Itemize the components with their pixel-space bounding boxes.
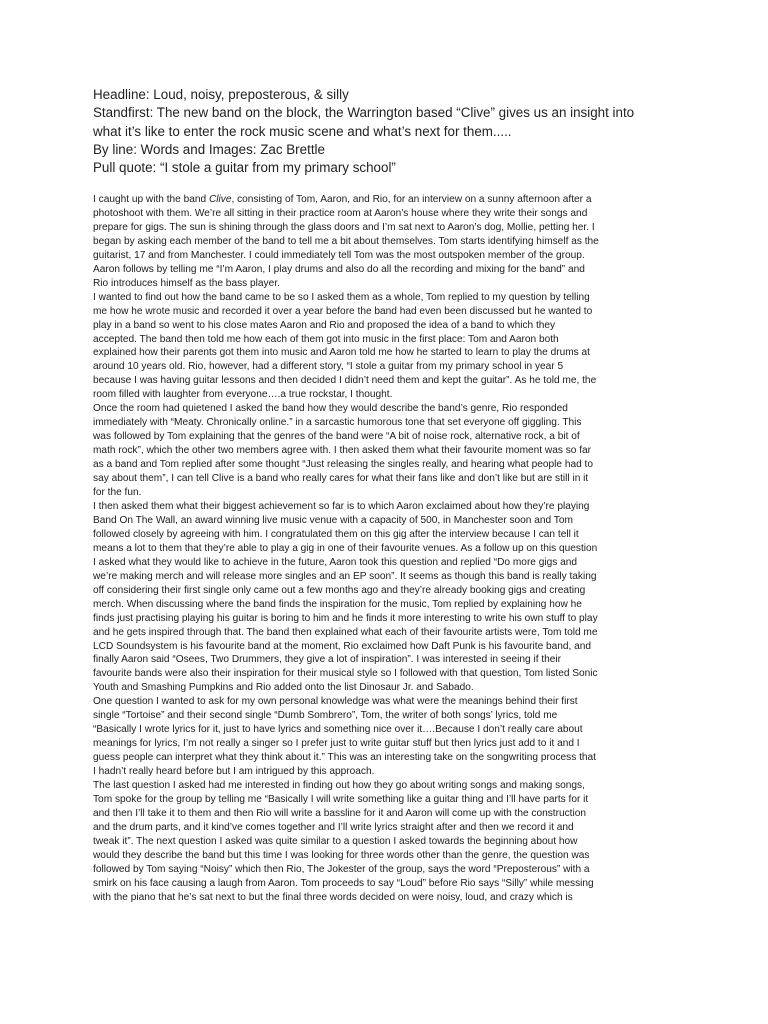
body-line: finally Aaron said “Osees, Two Drummers, they give a lot of inspiration”. I was interested in seeing if their (93, 654, 562, 666)
body-line: smirk on his face causing a laugh from Aaron. Tom proceeds to say “Loud” before Rio says “Silly” while messing (93, 877, 594, 889)
body-line: I asked what they would like to achieve in the future, Aaron took this question and replied “Do more gigs and (93, 556, 578, 568)
body-line: would they describe the band but this time I was looking for three words other than the genre, the question was (93, 849, 590, 861)
body-text-segment: , consisting of Tom, Aaron, and Rio, for an interview on a sunny afternoon after a (231, 194, 592, 205)
body-line: Rio introduces himself as the bass player. (93, 277, 280, 289)
body-line: means a lot to them that they’re able to play a gig in one of their favourite venues. As a follow up on this question (93, 542, 598, 554)
body-line: with the piano that he’s sat next to but the final three words decided on were noisy, loud, and crazy which is (93, 891, 573, 903)
headline: Headline: Loud, noisy, preposterous, & silly (93, 87, 349, 102)
body-line: photoshoot with them. We’re all sitting in their practice room at Aaron’s house where they write their songs and (93, 207, 588, 219)
body-line: meanings for lyrics, I’m not really a singer so I prefer just to write guitar stuff but then lyrics just add to it and I (93, 738, 580, 750)
body-line: room filled with laughter from everyone….a true rockstar, I thought. (93, 389, 393, 401)
body-line: followed by Tom saying “Noisy” which then Rio, The Jokester of the group, says the word “Preposterous” with a (93, 863, 590, 875)
body-line: and the drum parts, and it kind’ve comes together and I’ll write lyrics straight after and then we record it and (93, 821, 574, 833)
body-line: guitarist, 17 and from Manchester. I could immediately tell Tom was the most outspoken member of the group. (93, 249, 585, 261)
body-line: immediately with “Meaty. Chronically online.” in a sarcastic humorous tone that set everyone off giggling. This (93, 417, 582, 429)
body-line: followed closely by agreeing with him. I congratulated them on this gig after the interview because I can tell it (93, 528, 579, 540)
pull-quote: Pull quote: “I stole a guitar from my primary school” (93, 160, 396, 176)
body-line: as a band and Tom replied after some thought “Just releasing the singles really, and hearing what people had to (93, 459, 594, 471)
body-line: favourite bands were also their inspiration for their musical style so I followed with that question, Tom listed Sonic (93, 668, 598, 680)
body-line: The last question I asked had me interested in finding out how they go about writing songs and making songs, (93, 780, 585, 792)
body-line: Once the room had quietened I asked the band how they would describe the band’s genre, Rio responded (93, 403, 568, 415)
standfirst-line-2: what it’s like to enter the rock music scene and what’s next for them..... (93, 123, 512, 139)
band-name: Clive (208, 194, 232, 205)
body-line: and he gets inspired through that. The band then explained what each of their favourite artists were, Tom told me (93, 626, 598, 638)
body-line: for the fun. (93, 487, 142, 499)
body-line: explained how their parents got them into music and Aaron told me how he started to learn to play the drums at (93, 347, 590, 359)
body-line: math rock”, which the other two members agree with. I then asked them what their favourite moment was so far (93, 445, 592, 457)
body-line: off considering their first single only came out a few months ago and they’re already booking gigs and creating (93, 584, 586, 596)
body-line: prepare for gigs. The sun is shining through the glass doors and I’m sat next to Aaron’s dog, Mollie, petting her. I (93, 221, 595, 233)
body-line: guess people can interpret what they think about it.” This was an interesting take on the songwriting process that (93, 752, 596, 764)
body-line: because I was having guitar lessons and then decided I didn’t need them and kept the guitar”. As he told me, the (93, 375, 597, 387)
body-line: began by asking each member of the band to tell me a bit about themselves. Tom starts identifying himself as the (93, 235, 599, 247)
body-line: say about them”, I can tell Clive is a band who really cares for what their fans like and don’t like but are still in it (93, 473, 589, 485)
body-line: we’re making merch and will release more singles and an EP soon”. It seems as though this band is really taking (93, 570, 597, 582)
article-body (93, 193, 679, 905)
body-line: Tom spoke for the group by telling me “Basically I will write something like a guitar thing and I’ll have parts for it (93, 793, 589, 805)
body-line: finds just practising playing his guitar is boring to him and he finds it more interesting to write his own stuff to play (93, 612, 598, 624)
body-line: LCD Soundsystem is his favourite band at the moment, Rio exclaimed how Daft Punk is his favourite band, and (93, 640, 592, 652)
body-line: One question I wanted to ask for my own personal knowledge was what were the meanings behind their first (93, 696, 578, 708)
body-line: Aaron follows by telling me “I’m Aaron, I play drums and also do all the recording and mixing for the band” and (93, 263, 585, 275)
body-line: me how he wrote music and recorded it over a year before the band had even been discussed but he wanted to (93, 305, 593, 317)
body-line: merch. When discussing where the band finds the inspiration for the music, Tom replied by explaining how he (93, 598, 582, 610)
body-line: and then I’ll take it to them and then Rio will write a bassline for it and Aaron will come up with the construction (93, 807, 587, 819)
body-line: accepted. The band then told me how each of them got into music in the first place: Tom and Aaron both (93, 333, 559, 345)
body-line: play in a band so went to his close mates Aaron and Rio and proposed the idea of a band to which they (93, 319, 556, 331)
body-text-segment: I caught up with the band (93, 194, 209, 205)
article-header (93, 86, 693, 177)
body-line: single “Tortoise” and their second single “Dumb Sombrero”, Tom, the writer of both songs’ lyrics, told me (93, 710, 558, 722)
byline: By line: Words and Images: Zac Brettle (93, 141, 325, 157)
body-line: “Basically I wrote lyrics for it, just to have lyrics and something nice over it….Because I don’t really care about (93, 724, 583, 736)
body-line: tweak it”. The next question I asked was quite similar to a question I asked towards the beginning about how (93, 835, 578, 847)
body-line: I hadn’t really heard before but I am intrigued by this approach. (93, 766, 375, 778)
standfirst-line-1: Standfirst: The new band on the block, the Warrington based “Clive” gives us an insight into (93, 105, 635, 121)
body-line: I wanted to find out how the band came to be so I asked them as a whole, Tom replied to my question by telling (93, 291, 590, 303)
body-line: Youth and Smashing Pumpkins and Rio added onto the list Dinosaur Jr. and Sabado. (93, 682, 474, 694)
body-line: I then asked them what their biggest achievement so far is to which Aaron exclaimed about how they’re playing (93, 500, 590, 512)
body-line: Band On The Wall, an award winning live music venue with a capacity of 500, in Manchester soon and Tom (93, 514, 573, 526)
body-line (93, 193, 679, 207)
body-line: around 10 years old. Rio, however, had a different story, “I stole a guitar from my primary school in year 5 (93, 361, 564, 373)
body-line: was followed by Tom explaining that the genres of the band were “A bit of noise rock, alternative rock, a bit of (93, 431, 580, 443)
